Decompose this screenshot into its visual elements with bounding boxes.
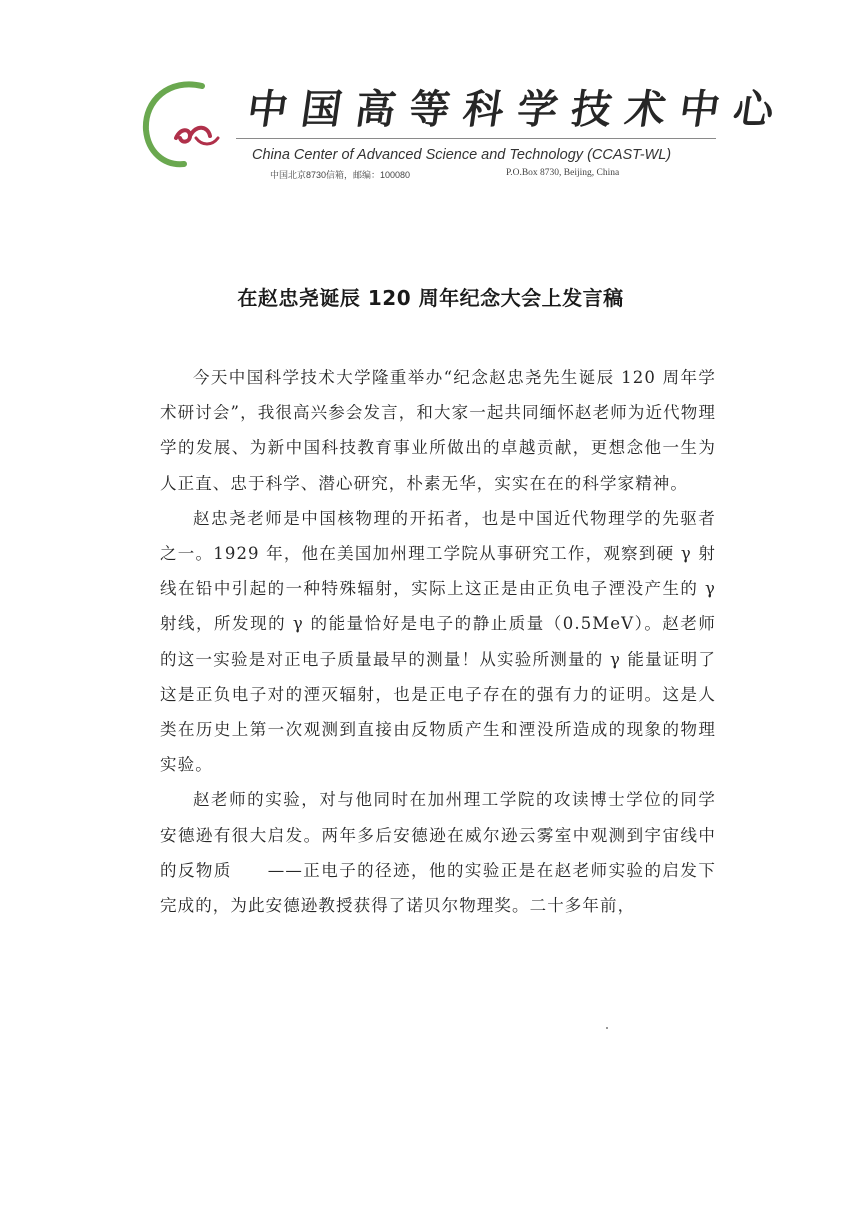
org-name-english: China Center of Advanced Science and Technology (CCAST-WL) [252,147,672,163]
paragraph: 今天中国科学技术大学隆重举办“纪念赵忠尧先生诞辰 120 周年学术研讨会”，我很高兴参会发言，和大家一起共同缅怀赵老师为近代物理学的发展、为新中国科技教育事业所做出的卓越贡献，更想念他一生为人正直、忠于科学、潜心研究，朴素无华，实实在在的科学家精神。 [160,368,716,493]
address-english: P.O.Box 8730, Beijing, China [506,168,620,178]
document-title: 在赵忠尧诞辰 120 周年纪念大会上发言稿 [237,286,624,310]
paragraph: 赵老师的实验，对与他同时在加州理工学院的攻读博士学位的同学安德逊有很大启发。两年多后安德逊在威尔逊云雾室中观测到宇宙线中的反物质 ——正电子的径迹，他的实验正是在赵老师实验的启发下完成的，为此安德逊教授获得了诺贝尔物理奖。二十多年前， [160,790,716,916]
document-body [160,360,716,923]
org-name-chinese: 中国高等科学技术中心 [244,86,791,133]
scan-speck [606,1027,608,1029]
address-chinese: 中国北京8730信箱，邮编：100080 [270,170,411,180]
letterhead [140,72,791,192]
ccast-logo [140,76,236,172]
paragraph: 赵忠尧老师是中国核物理的开拓者，也是中国近代物理学的先驱者之一。1929 年，他在美国加州理工学院从事研究工作，观察到硬 γ 射线在铅中引起的一种特殊辐射，实际上这正是由正负电子湮没产生的 γ 射线，所发现的 γ 的能量恰好是电子的静止质量（0.5MeV）。赵老师的这一实验是对正电子质量最早的测量！从实验所测量的 γ 能量证明了这是正负电子对的湮灭辐射，也是正电子存在的强有力的证明。这是人类在历史上第一次观测到直接由反物质产生和湮没所造成的现象的物理实验。 [160,508,716,775]
letterhead-divider [236,138,716,139]
